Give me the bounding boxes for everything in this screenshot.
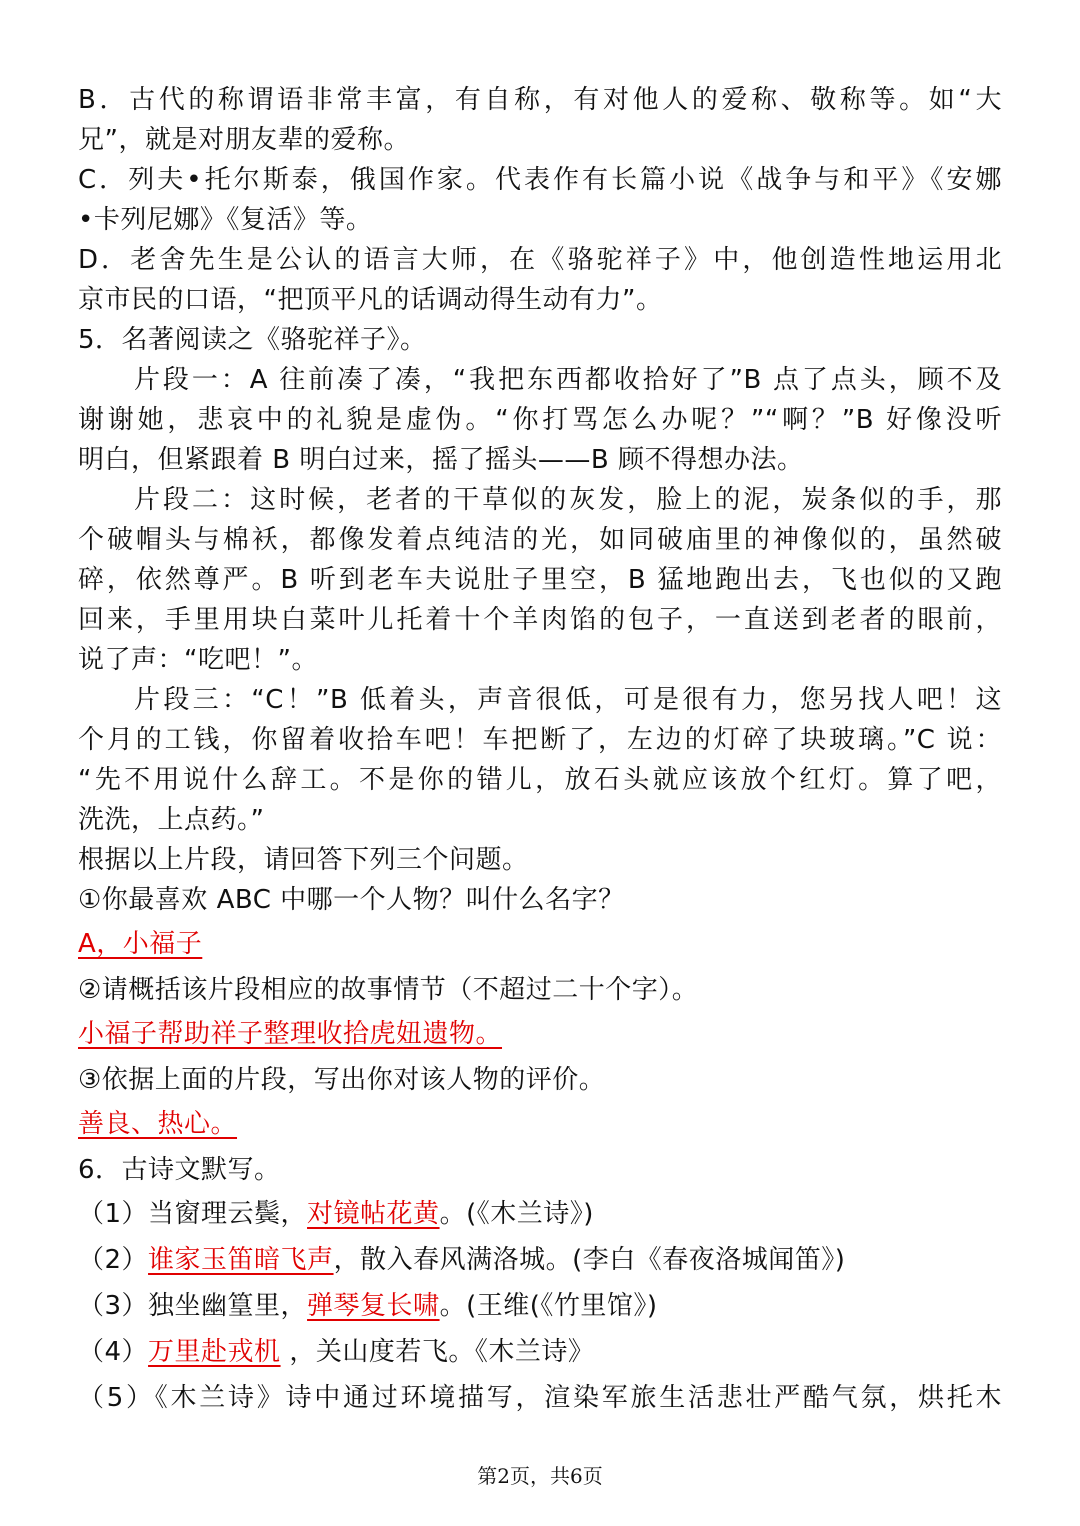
passage-1-line: 谢谢她，悲哀中的礼貌是虚伪。“你打骂怎么办呢？”“啊？”B 好像没听 (78, 405, 1002, 435)
poem-item-3 (78, 1286, 1002, 1326)
poem-prompt: （3）独坐幽篁里， (78, 1291, 308, 1321)
poem-answer: 对镜帖花黄 (307, 1199, 440, 1229)
passage-1-line: 明白，但紧跟着 B 明白过来，摇了摇头——B 顾不得想办法。 (78, 445, 804, 475)
poem-item-1 (78, 1194, 1002, 1234)
sub-question-3: ③依据上面的片段，写出你对该人物的评价。 (78, 1065, 606, 1095)
poem-source: 。(王维(《竹里馆》) (439, 1291, 658, 1321)
answer-1-text: A，小福子 (78, 929, 203, 959)
passage-3-line: 片段三：“C！”B 低着头，声音很低，可是很有力，您另找人吧！这 (134, 685, 1002, 715)
passage-2-line: 说了声：“吃吧！”。 (78, 645, 318, 675)
option-d-line2: 京市民的口语，“把顶平凡的话调动得生动有力”。 (78, 285, 663, 315)
poem-answer: 弹琴复长啸 (307, 1291, 440, 1321)
answer-3-text: 善良、热心。 (78, 1109, 238, 1139)
questions-prompt: 根据以上片段，请回答下列三个问题。 (78, 845, 529, 875)
answer-2-text: 小福子帮助祥子整理收拾虎妞遗物。 (78, 1019, 503, 1049)
poem-item-5: （5）《木兰诗》诗中通过环境描写，渲染军旅生活悲壮严酷气氛，烘托木 (78, 1383, 1002, 1413)
option-d-line1: D．老舍先生是公认的语言大师，在《骆驼祥子》中，他创造性地运用北 (78, 245, 1002, 275)
option-b-line2: 兄”，就是对朋友辈的爱称。 (78, 125, 410, 155)
poem-item-4 (78, 1332, 1002, 1372)
poem-prompt: （1）当窗理云鬓， (78, 1199, 308, 1229)
question-5-title: 5．名著阅读之《骆驼祥子》。 (78, 325, 427, 355)
answer-1 (78, 924, 1002, 964)
passage-3-line: 个月的工钱，你留着收拾车吧！车把断了，左边的灯碎了块玻璃。”C 说： (78, 725, 1002, 755)
answer-3 (78, 1104, 1002, 1144)
poem-prompt: （2） (78, 1245, 149, 1275)
poem-source: ，关山度若飞。《木兰诗》 (280, 1337, 595, 1367)
poem-source: 。(《木兰诗》) (439, 1199, 594, 1229)
passage-2-line: 片段二：这时候，老者的干草似的灰发，脸上的泥，炭条似的手，那 (134, 485, 1002, 515)
passage-3-line: “先不用说什么辞工。不是你的错儿，放石头就应该放个红灯。算了吧， (78, 765, 1002, 795)
passage-2-line: 个破帽头与棉袄，都像发着点纯洁的光，如同破庙里的神像似的，虽然破 (78, 525, 1002, 555)
passage-1-line: 片段一：A 往前凑了凑，“我把东西都收拾好了”B 点了点头，顾不及 (134, 365, 1002, 395)
option-c-line1: C．列夫•托尔斯泰，俄国作家。代表作有长篇小说《战争与和平》《安娜 (78, 165, 1002, 195)
passage-2-line: 回来，手里用块白菜叶儿托着十个羊肉馅的包子，一直送到老者的眼前， (78, 605, 1002, 635)
passage-2-line: 碎，依然尊严。B 听到老车夫说肚子里空，B 猛地跑出去，飞也似的又跑 (78, 565, 1002, 595)
poem-answer: 谁家玉笛暗飞声 (148, 1245, 334, 1275)
passage-3-line: 洗洗，上点药。” (78, 805, 265, 835)
sub-question-2: ②请概括该片段相应的故事情节（不超过二十个字）。 (78, 975, 699, 1005)
poem-item-2 (78, 1240, 1002, 1280)
poem-answer: 万里赴戎机 (148, 1337, 281, 1367)
poem-prompt: （4） (78, 1337, 149, 1367)
question-6-title: 6．古诗文默写。 (78, 1155, 281, 1185)
option-c-line2: •卡列尼娜》《复活》等。 (78, 205, 373, 235)
option-b-line1: B．古代的称谓语非常丰富，有自称，有对他人的爱称、敬称等。如“大 (78, 85, 1002, 115)
answer-2 (78, 1014, 1002, 1054)
sub-question-1: ①你最喜欢 ABC 中哪一个人物？叫什么名字？ (78, 885, 625, 915)
poem-source: ，散入春风满洛城。(李白《春夜洛城闻笛》) (333, 1245, 846, 1275)
page-footer: 第2页，共6页 (477, 1464, 603, 1488)
